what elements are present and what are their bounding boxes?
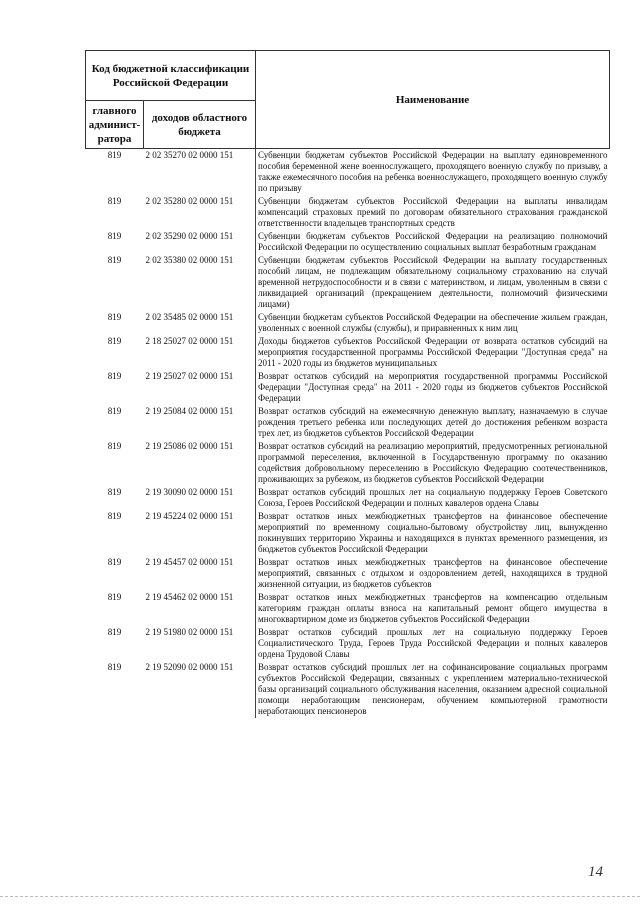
table-row <box>86 591 610 626</box>
table-row <box>86 311 610 335</box>
income-code-cell: 2 19 45462 02 0000 151 <box>145 592 234 602</box>
admin-code-cell: 819 <box>107 487 122 497</box>
income-code-cell: 2 18 25027 02 0000 151 <box>145 336 234 346</box>
income-code-cell: 2 19 45224 02 0000 151 <box>145 511 234 521</box>
income-code-cell: 2 02 35485 02 0000 151 <box>145 312 234 322</box>
table-row <box>86 510 610 556</box>
income-code-cell: 2 19 25027 02 0000 151 <box>145 371 234 381</box>
table-row <box>86 486 610 510</box>
description-cell: Возврат остатков иных межбюджетных трансфертов на компенсацию отдельным категориям граждан оплаты взноса на капитальный ремонт общего имущества в многоквартирном доме из бюджетов субъектов Российской Федерации <box>256 591 610 626</box>
page-number: 14 <box>588 864 603 880</box>
description-cell: Субвенции бюджетам субъектов Российской Федерации на обеспечение жильем граждан, уволенных с военной службы (службы), и приравненных к ним лиц <box>256 311 610 335</box>
table-row <box>86 405 610 440</box>
table-row <box>86 370 610 405</box>
income-code-cell: 2 02 35380 02 0000 151 <box>145 255 234 265</box>
admin-code-cell: 819 <box>107 231 122 241</box>
description-cell: Возврат остатков субсидий прошлых лет на социальную поддержку Героев Социалистического Труда, Героев Труда Российской Федерации и полных кавалеров ордена Трудовой Славы <box>256 626 610 661</box>
table-row <box>86 195 610 230</box>
table-row <box>86 254 610 311</box>
admin-code-cell: 819 <box>107 557 122 567</box>
admin-code-cell: 819 <box>107 312 122 322</box>
description-cell: Возврат остатков субсидий на ежемесячную денежную выплату, назначаемую в случае рождения третьего ребенка или последующих детей до достижения ребенком возраста трех лет, из бюджетов субъектов Российской Федерации <box>256 405 610 440</box>
admin-code-cell: 819 <box>107 511 122 521</box>
table-body <box>86 149 610 719</box>
header-name-column: Наименование <box>256 51 610 149</box>
admin-code-cell: 819 <box>107 336 122 346</box>
description-cell: Возврат остатков субсидий на мероприятия государственной программы Российской Федерации "Доступная среда" на 2011 - 2020 годы из бюджетов субъектов Российской Федерации <box>256 370 610 405</box>
description-cell: Возврат остатков субсидий прошлых лет на социальную поддержку Героев Советского Союза, Героев Российской Федерации и полных кавалеров ордена Славы <box>256 486 610 510</box>
description-cell: Возврат остатков субсидий прошлых лет на софинансирование социальных программ субъектов Российской Федерации, связанных с укреплением материально-технической базы организаций социального обслуживания населения, оказанием адресной социальной помощи неработающим пенсионерам, обучением компьютерной грамотности неработающих пенсионеров <box>256 661 610 718</box>
budget-code-table <box>85 50 610 718</box>
admin-code-cell: 819 <box>107 255 122 265</box>
income-code-cell: 2 19 30090 02 0000 151 <box>145 487 234 497</box>
table-header <box>86 51 610 149</box>
table-row <box>86 230 610 254</box>
admin-code-cell: 819 <box>107 441 122 451</box>
admin-code-cell: 819 <box>107 150 122 160</box>
income-code-cell: 2 19 51980 02 0000 151 <box>145 627 234 637</box>
description-cell: Субвенции бюджетам субъектов Российской Федерации на выплату государственных пособий лицам, не подлежащим обязательному социальному страхованию на случай временной нетрудоспособности и в связи с материнством, и лицам, уволенным в связи с ликвидацией организаций (прекращением деятельности, полномочий физическими лицами) <box>256 254 610 311</box>
header-admin-column: главного админист-ратора <box>86 101 144 149</box>
description-cell: Субвенции бюджетам субъектов Российской Федерации на выплаты инвалидам компенсаций страховых премий по договорам обязательного страхования гражданской ответственности владельцев транспортных средств <box>256 195 610 230</box>
income-code-cell: 2 19 45457 02 0000 151 <box>145 557 234 567</box>
admin-code-cell: 819 <box>107 406 122 416</box>
admin-code-cell: 819 <box>107 627 122 637</box>
income-code-cell: 2 19 52090 02 0000 151 <box>145 662 234 672</box>
admin-code-cell: 819 <box>107 592 122 602</box>
income-code-cell: 2 02 35280 02 0000 151 <box>145 196 234 206</box>
income-code-cell: 2 02 35290 02 0000 151 <box>145 231 234 241</box>
description-cell: Доходы бюджетов субъектов Российской Федерации от возврата остатков субсидий на мероприятия государственной программы Российской Федерации "Доступная среда" на 2011 - 2020 годы из бюджетов муниципальных <box>256 335 610 370</box>
table-row <box>86 440 610 486</box>
table-row <box>86 661 610 718</box>
admin-code-cell: 819 <box>107 196 122 206</box>
admin-code-cell: 819 <box>107 371 122 381</box>
table-row <box>86 335 610 370</box>
description-cell: Субвенции бюджетам субъектов Российской Федерации на выплату единовременного пособия беременной жене военнослужащего, проходящего военную службу по призыву, а также ежемесячного пособия на ребенка военнослужащего, проходящего военную службу по призыву <box>256 149 610 196</box>
income-code-cell: 2 19 25084 02 0000 151 <box>145 406 234 416</box>
admin-code-cell: 819 <box>107 662 122 672</box>
description-cell: Возврат остатков субсидий на реализацию мероприятий, предусмотренных региональной программой переселения, включенной в Государственную программу по оказанию содействия добровольному переселению в Российскую Федерацию соотечественников, проживающих за рубежом, из бюджетов субъектов Российской Федерации <box>256 440 610 486</box>
header-group-title: Код бюджетной классификации Российской Федерации <box>86 51 256 101</box>
income-code-cell: 2 02 35270 02 0000 151 <box>145 150 234 160</box>
table-row <box>86 149 610 196</box>
header-income-column: доходов областного бюджета <box>144 101 256 149</box>
description-cell: Субвенции бюджетам субъектов Российской Федерации на реализацию полномочий Российской Федерации по осуществлению социальных выплат безработным гражданам <box>256 230 610 254</box>
scan-edge-divider <box>0 896 640 897</box>
description-cell: Возврат остатков иных межбюджетных трансфертов на финансовое обеспечение мероприятий по временному социально-бытовому обустройству лиц, вынужденно покинувших территорию Украины и находящихся в пунктах временного размещения, из бюджетов субъектов Российской Федерации <box>256 510 610 556</box>
table-row <box>86 556 610 591</box>
income-code-cell: 2 19 25086 02 0000 151 <box>145 441 234 451</box>
description-cell: Возврат остатков иных межбюджетных трансфертов на финансовое обеспечение мероприятий, связанных с отдыхом и оздоровлением детей, находящихся в трудной жизненной ситуации, из бюджетов субъектов <box>256 556 610 591</box>
table-row <box>86 626 610 661</box>
